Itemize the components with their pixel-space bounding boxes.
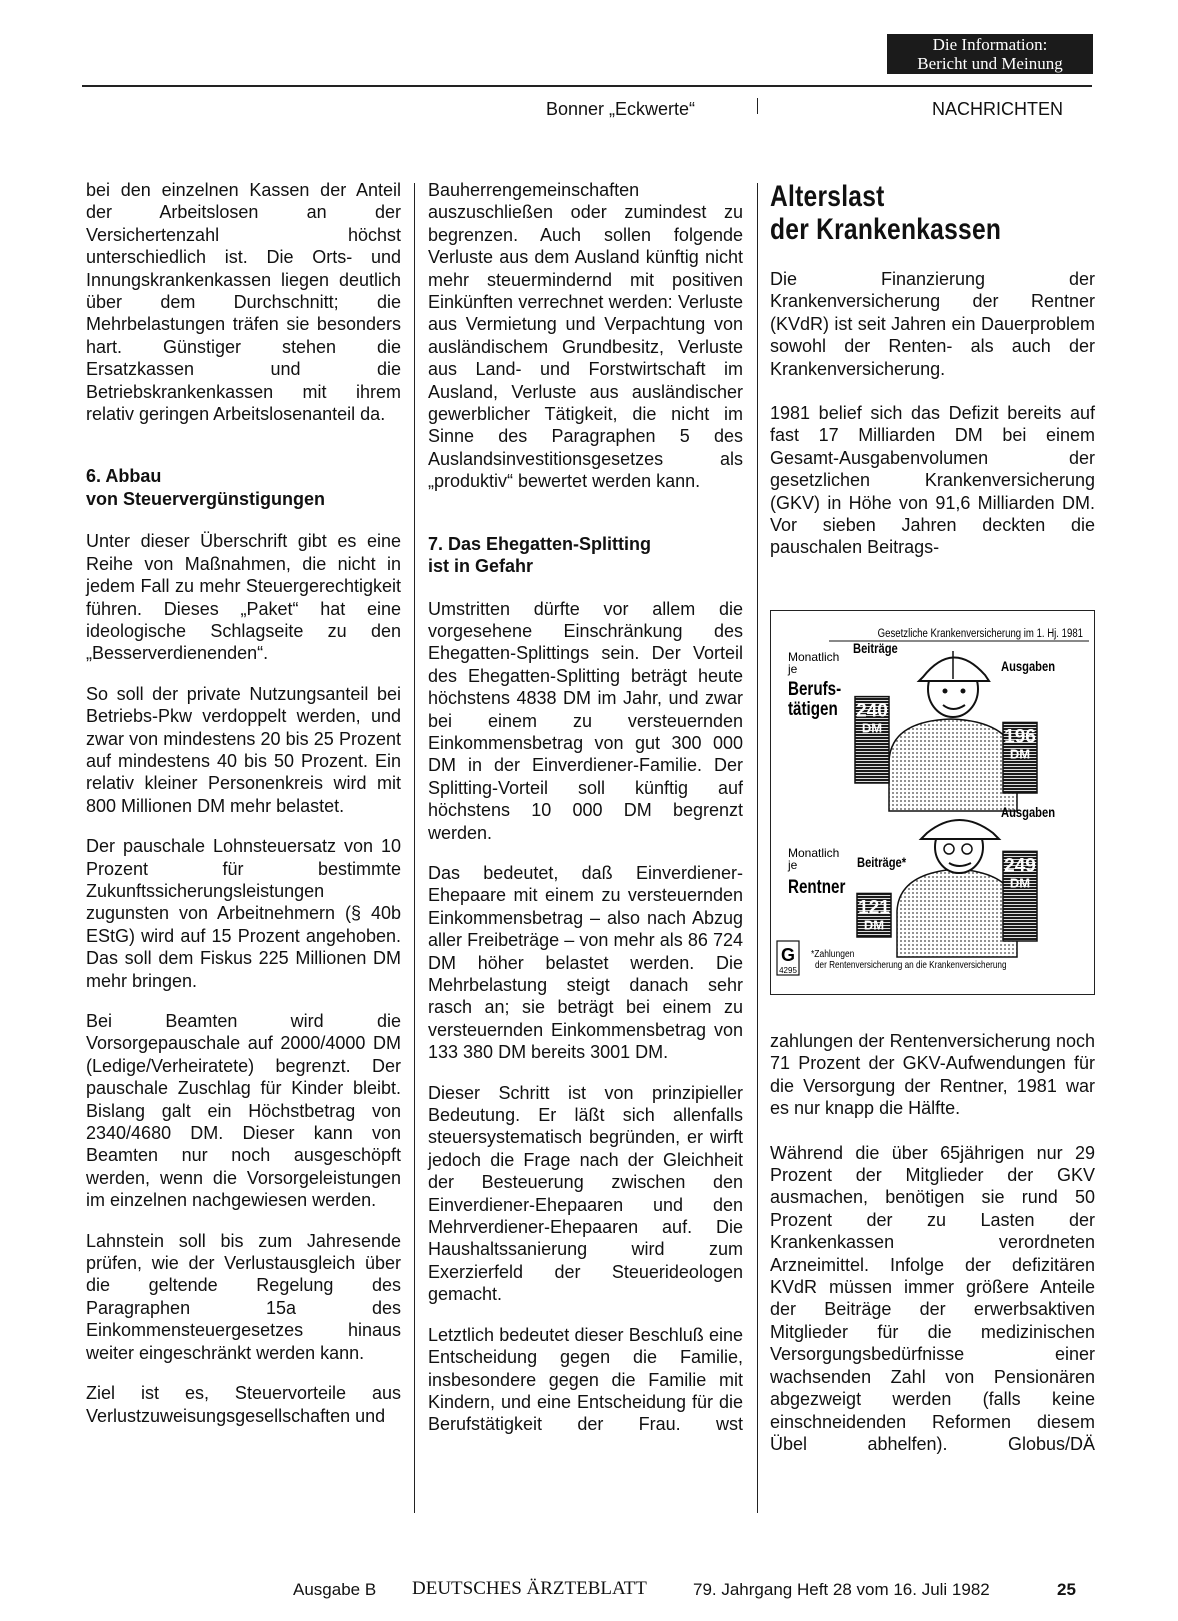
- paragraph: Lahnstein soll bis zum Jahresende prüfen, wie der Verlustausgleich über die geltende Regelung des Paragraphen 15a des Einkommensteuergesetzes hinaus weiter eingeschränkt werden kann.: [86, 1230, 401, 1363]
- group-label-berufstaetige-2: tätigen: [788, 697, 838, 720]
- group-label-rentner: Rentner: [788, 875, 846, 898]
- bar-value-label: 249: [1004, 855, 1036, 877]
- header-rule: [82, 85, 1092, 87]
- paragraph: Unter dieser Überschrift gibt es eine Reihe von Maßnahmen, die nicht in jedem Fall zu mehr Steuergerechtigkeit führen. Dieses „Paket“ hat eine ideologische Schlagseite zu den „Besserverdienenden“.: [86, 531, 401, 664]
- paragraph: Ziel ist es, Steuervorteile aus Verlustzuweisungsgesellschaften und: [86, 1383, 401, 1426]
- worker-illustration: [889, 651, 1017, 811]
- paragraph: bei den einzelnen Kassen der Anteil der Arbeitslosen an der Versichertenzahl höchst unterschiedlich ist. Die Orts- und Innungskrankenkassen liegen deutlich über dem Durchschnitt; die Mehrbelastungen träfen sie besonders hart. Günstiger stehen die Ersatzkassen und die Betriebskrankenkassen mit ihrem relativ geringen Arbeitslosenanteil da.: [86, 180, 401, 425]
- section-badge: [887, 34, 1093, 74]
- series-label-beitraege: Beiträge: [853, 640, 898, 657]
- group-label-berufstaetige: Berufs-: [788, 677, 842, 700]
- bar-unit-label: DM: [1009, 875, 1031, 891]
- paragraph: Umstritten dürfte vor allem die vorgesehene Einschränkung des Ehegatten-Splittings sein. Der Vorteil des Ehegatten-Splitting beträgt heute höchstens 4838 DM im Jahr, und zwar bei einem zu versteuernden Einkommensbetrag von gut 300 000 DM in der Einverdiener-Familie. Der Splitting-Vorteil soll künftig auf höchstens 10 000 DM begrenzt werden.: [428, 598, 743, 843]
- paragraph: Während die über 65jährigen nur 29 Prozent der Mitglieder der GKV ausmachen, benötigen sie rund 50 Prozent der zu Lasten der Krankenkassen verordneten Arzneimittel. Infolge der defizitären KVdR müssen immer größere Anteile der Beiträge der erwerbsaktiven Mitglieder für die medizinischen Versorgungsbedürfnisse einer wachsenden Zahl von Pensionären abgezweigt werden (falls keine einschneidenden Reformen diesem Übel abhelfen). Globus/DÄ: [770, 1142, 1095, 1454]
- paragraph: Das bedeutet, daß Einverdiener-Ehepaare mit einem zu versteuernden Einkommensbetrag – also nach Abzug aller Freibeträge – von mehr als 86 724 DM höher belastet werden. Die Mehrbelastung steigt danach sehr rasch an; sie beträgt bei einem zu versteuernden Einkommensbetrag von 133 380 DM bereits 3001 DM.: [428, 862, 743, 1063]
- footer-edition: Ausgabe B: [293, 1580, 377, 1599]
- chart-svg: [771, 611, 1093, 993]
- series-label-beitraege-2: Beiträge*: [857, 854, 907, 871]
- footer-issue: 79. Jahrgang Heft 28 vom 16. Juli 1982: [693, 1580, 990, 1599]
- paragraph: Letztlich bedeutet dieser Beschluß eine Entscheidung gegen die Familie, insbesondere gegen die Familie mit Kindern, und eine Entscheidung für die Berufstätigkeit der Frau. wst: [428, 1324, 743, 1435]
- badge-line-2: Bericht und Meinung: [917, 54, 1063, 73]
- source-signature: Globus/DÄ: [1007, 1433, 1095, 1454]
- globus-chart: [770, 610, 1095, 995]
- paragraph: 1981 belief sich das Defizit bereits auf fast 17 Milliarden DM bei einem Gesamt-Ausgabenvolumen der gesetzlichen Krankenversicherung (GKV) in Höhe von 91,6 Milliarden DM. Vor sieben Jahren deckten die pauschalen Beitrags-: [770, 403, 1095, 558]
- article-column-1: [86, 179, 401, 1445]
- bar-value-label: 240: [856, 700, 888, 722]
- series-label-ausgaben: Ausgaben: [1001, 658, 1056, 675]
- kicker-divider: [757, 98, 758, 114]
- bar-unit-label: DM: [863, 917, 885, 933]
- je-label-2: je: [788, 858, 798, 872]
- bar-value-label: 196: [1004, 726, 1036, 748]
- article-title: Alterslast der Krankenkassen: [770, 180, 1002, 246]
- series-label-ausgaben-2: Ausgaben: [1001, 804, 1056, 821]
- department-kicker: NACHRICHTEN: [932, 99, 1064, 119]
- column-rule-1: [414, 183, 415, 1513]
- article-column-3-top: [770, 268, 1095, 577]
- monatlich-label: Monatlich: [788, 650, 840, 664]
- paragraph: Bei Beamten wird die Vorsorgepauschale auf 2000/4000 DM (Ledige/Verheiratete) begrenzt. Der pauschale Zuschlag für Kinder bleibt. Bislang galt ein Höchstbetrag von 2340/4680 DM. Dieser kann von Beamten nur noch ausgeschöpft werden, wenn die Vorsorgeleistungen im einzelnen nachgewiesen werden.: [86, 1011, 401, 1211]
- footnote-star: *Zahlungen: [811, 948, 855, 960]
- bar-value-label: 121: [858, 897, 890, 919]
- section-heading-6: 6. Abbau von Steuervergünstigungen: [86, 466, 326, 509]
- globus-logo-number: 4295: [779, 966, 797, 975]
- je-label: je: [788, 662, 798, 676]
- paragraph: Der pauschale Lohnsteuersatz von 10 Prozent für bestimmte Zukunftssicherungsleistungen zugunsten von Arbeitnehmern (§ 40b EStG) wird auf 15 Prozent angehoben. Das soll dem Fiskus 225 Millionen DM mehr bringen.: [86, 836, 401, 991]
- paragraph: Dieser Schritt ist von prinzipieller Bedeutung. Er läßt sich allenfalls steuersystematisch begründen, er wirft jedoch die Frage nach der Gleichheit der Besteuerung zwischen den Einverdiener-Ehepaaren und den Mehrverdiener-Ehepaaren auf. Die Haushaltssanierung wird zum Exerzierfeld der Steuerideologen gemacht.: [428, 1082, 743, 1305]
- section-kicker: Bonner „Eckwerte“: [546, 99, 696, 119]
- article-column-2: [428, 179, 743, 1454]
- badge-line-1: Die Information:: [932, 35, 1048, 54]
- paragraph: zahlungen der Rentenversicherung noch 71 Prozent der GKV-Aufwendungen für die Versorgung der Rentner, 1981 war es nur knapp die Hälfte.: [770, 1031, 1095, 1119]
- author-signature: wst: [716, 1414, 743, 1435]
- bar-unit-label: DM: [1009, 746, 1031, 762]
- pensioner-illustration: [897, 820, 1017, 957]
- paragraph: Die Finanzierung der Krankenversicherung der Rentner (KVdR) ist seit Jahren ein Dauerproblem sowohl der Renten- als auch der Krankenversicherung.: [770, 269, 1095, 379]
- footer-page-number: 25: [1057, 1580, 1076, 1599]
- paragraph: Bauherrengemeinschaften auszuschließen oder zumindest zu begrenzen. Auch sollen folgende Verluste aus dem Ausland künftig nicht mehr steuermindernd mit positiven Einkünften verrechnet werden: Verluste aus Vermietung und Verpachtung von ausländischem Grundbesitz, Verluste aus Land- und Forstwirtschaft im Ausland, Verluste aus ausländischer gewerblicher Tätigkeit, die nicht im Sinne des Paragraphen 5 des Auslandsinvestitionsgesetzes als „produktiv“ bewertet werden kann.: [428, 180, 743, 492]
- globus-logo-letter: G: [780, 945, 796, 965]
- section-heading-7: 7. Das Ehegatten-Splitting ist in Gefahr: [428, 533, 652, 577]
- footnote-text: der Rentenversicherung an die Krankenversicherung: [815, 959, 1007, 971]
- monatlich-label-2: Monatlich: [788, 846, 840, 860]
- bar-unit-label: DM: [861, 720, 883, 736]
- article-column-3-bottom: [770, 1030, 1095, 1473]
- chart-title: Gesetzliche Krankenversicherung im 1. Hj. 1981: [877, 627, 1083, 641]
- footer-journal: DEUTSCHES ÄRZTEBLATT: [412, 1578, 647, 1599]
- paragraph: So soll der private Nutzungsanteil bei Betriebs-Pkw verdoppelt werden, und zwar von mindestens 20 bis 25 Prozent auf mindestens 40 bis 50 Prozent. Ein relativ kleiner Personenkreis wird mit 800 Millionen DM mehr belastet.: [86, 683, 401, 816]
- column-rule-2: [757, 183, 758, 1513]
